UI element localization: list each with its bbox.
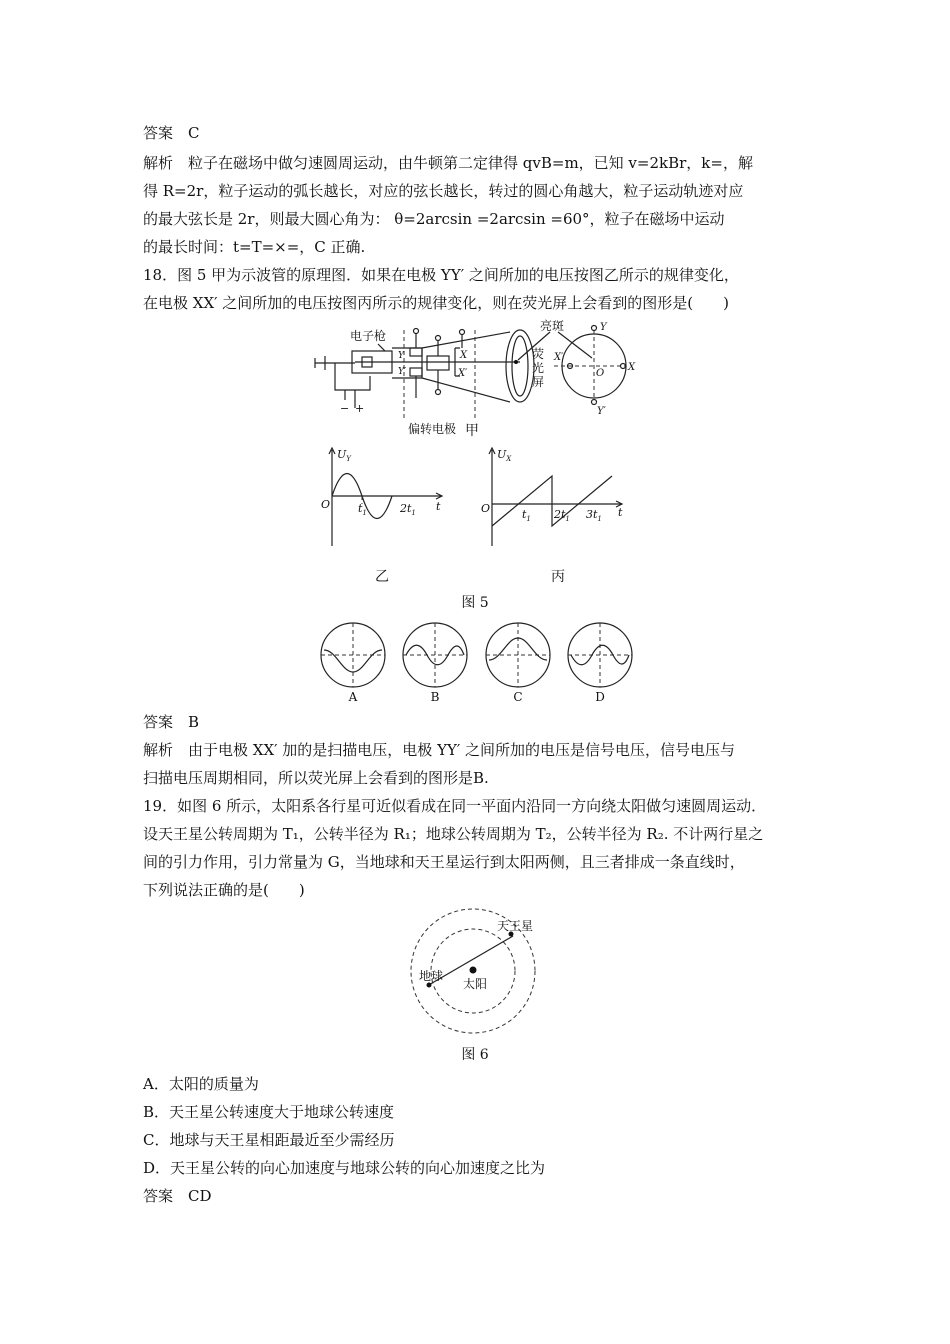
bing-3t1-label: $3t_1$ bbox=[586, 508, 602, 523]
yi-t-axis-label: t bbox=[436, 500, 441, 513]
yi-t1-label: $t_1$ bbox=[358, 502, 367, 517]
figure-6-orbits bbox=[405, 906, 545, 1036]
figure-6-caption: 图 6 bbox=[461, 1047, 489, 1063]
q17-answer: 答案 C bbox=[143, 124, 200, 142]
option-d-screen bbox=[565, 620, 635, 690]
q19-stem-line-4: 下列说法正确的是( ) bbox=[143, 881, 305, 899]
option-d-label: D bbox=[595, 690, 605, 704]
q19-stem-line-1: 19．如图 6 所示，太阳系各行星可近似看成在同一平面内沿同一方向绕太阳做匀速圆周运动． bbox=[143, 797, 767, 815]
front-Xp-label: X′ bbox=[554, 352, 564, 363]
ux-axis-label: $U_X$ bbox=[497, 448, 512, 463]
front-Yp-label: Y′ bbox=[597, 406, 606, 417]
label-Y-plate: Y bbox=[398, 351, 404, 361]
figure-5-yi-uy-graph bbox=[318, 446, 448, 550]
q18-analysis-line-2: 扫描电压周期相同，所以荧光屏上会看到的图形是B. bbox=[143, 769, 489, 787]
q19-stem-line-3: 间的引力作用，引力常量为 G，当地球和天王星运行到太阳两侧，且三者排成一条直线时， bbox=[143, 853, 745, 871]
q18-stem-line-1: 18．图 5 甲为示波管的原理图．如果在电极 YY′ 之间所加的电压按图乙所示的规律变化， bbox=[143, 266, 739, 284]
front-Y-label: Y bbox=[600, 322, 607, 333]
bing-origin-label: O bbox=[481, 502, 491, 515]
q19-option-a: A．太阳的质量为 bbox=[143, 1075, 259, 1093]
minus-sign: − bbox=[340, 402, 350, 415]
q19-option-b: B．天王星公转速度大于地球公转速度 bbox=[143, 1103, 395, 1121]
option-b-label: B bbox=[430, 690, 440, 704]
q17-analysis-line-4: 的最长时间：t=T=×=，C 正确. bbox=[143, 238, 366, 256]
bing-t1-label: $t_1$ bbox=[522, 508, 531, 523]
q18-stem-line-2: 在电极 XX′ 之间所加的电压按图丙所示的规律变化，则在荧光屏上会看到的图形是( ) bbox=[143, 294, 730, 312]
screen-label-2: 光 bbox=[532, 361, 545, 375]
uy-axis-label: $U_Y$ bbox=[337, 448, 351, 463]
sun-label: 太阳 bbox=[463, 977, 488, 991]
figure-5-caption: 图 5 bbox=[461, 595, 489, 611]
plus-sign: + bbox=[355, 402, 365, 415]
q19-answer: 答案 CD bbox=[143, 1187, 212, 1205]
q17-analysis-line-3: 的最大弦长是 2r，则最大圆心角为： θ=2arcsin =2arcsin =60°，粒子在磁场中运动 bbox=[143, 210, 725, 228]
option-a-label: A bbox=[348, 690, 358, 704]
figure-yi-caption: 乙 bbox=[375, 569, 389, 585]
option-c-label: C bbox=[513, 690, 523, 704]
q19-option-c: C．地球与天王星相距最近至少需经历 bbox=[143, 1131, 395, 1149]
q19-stem-line-2: 设天王星公转周期为 T₁，公转半径为 R₁；地球公转周期为 T₂，公转半径为 R₂. 不计两行星之 bbox=[143, 825, 764, 843]
option-b-screen bbox=[400, 620, 470, 690]
figure-jia-caption: 甲 bbox=[465, 423, 479, 439]
deflection-electrode-label: 偏转电极 bbox=[408, 422, 457, 436]
option-a-screen bbox=[318, 620, 388, 690]
q17-analysis-line-1: 解析 粒子在磁场中做匀速圆周运动，由牛顿第二定律得 qvB=m，已知 v=2kBr，k=，解 bbox=[143, 154, 753, 172]
label-Yp-plate: Y′ bbox=[398, 367, 406, 377]
electron-gun-label: 电子枪 bbox=[350, 329, 387, 343]
front-X-label: X bbox=[628, 362, 636, 373]
q18-answer: 答案 B bbox=[143, 713, 200, 731]
bing-2t1-label: $2t_1$ bbox=[554, 508, 570, 523]
uranus-label: 天王星 bbox=[497, 919, 534, 933]
figure-5-bing-ux-graph bbox=[478, 446, 628, 550]
bright-spot-label: 亮斑 bbox=[540, 319, 565, 333]
yi-2t1-label: $2t_1$ bbox=[400, 502, 416, 517]
earth-label: 地球 bbox=[419, 969, 444, 983]
screen-label-3: 屏 bbox=[532, 375, 545, 389]
label-X-plate: X bbox=[460, 350, 468, 361]
screen-label-1: 荧 bbox=[532, 347, 545, 361]
option-c-screen bbox=[483, 620, 553, 690]
q19-option-d: D．天王星公转的向心加速度与地球公转的向心加速度之比为 bbox=[143, 1159, 546, 1177]
figure-bing-caption: 丙 bbox=[551, 569, 565, 585]
q18-analysis-line-1: 解析 由于电极 XX′ 加的是扫描电压，电极 YY′ 之间所加的电压是信号电压，信号电压与 bbox=[143, 741, 736, 759]
front-O-label: O bbox=[596, 368, 605, 379]
bing-t-axis-label: t bbox=[618, 506, 623, 519]
label-Xp-plate: X′ bbox=[458, 368, 468, 379]
yi-origin-label: O bbox=[321, 498, 331, 511]
q17-analysis-line-2: 得 R=2r，粒子运动的弧长越长，对应的弦长越长，转过的圆心角越大，粒子运动轨迹对应 bbox=[143, 182, 744, 200]
